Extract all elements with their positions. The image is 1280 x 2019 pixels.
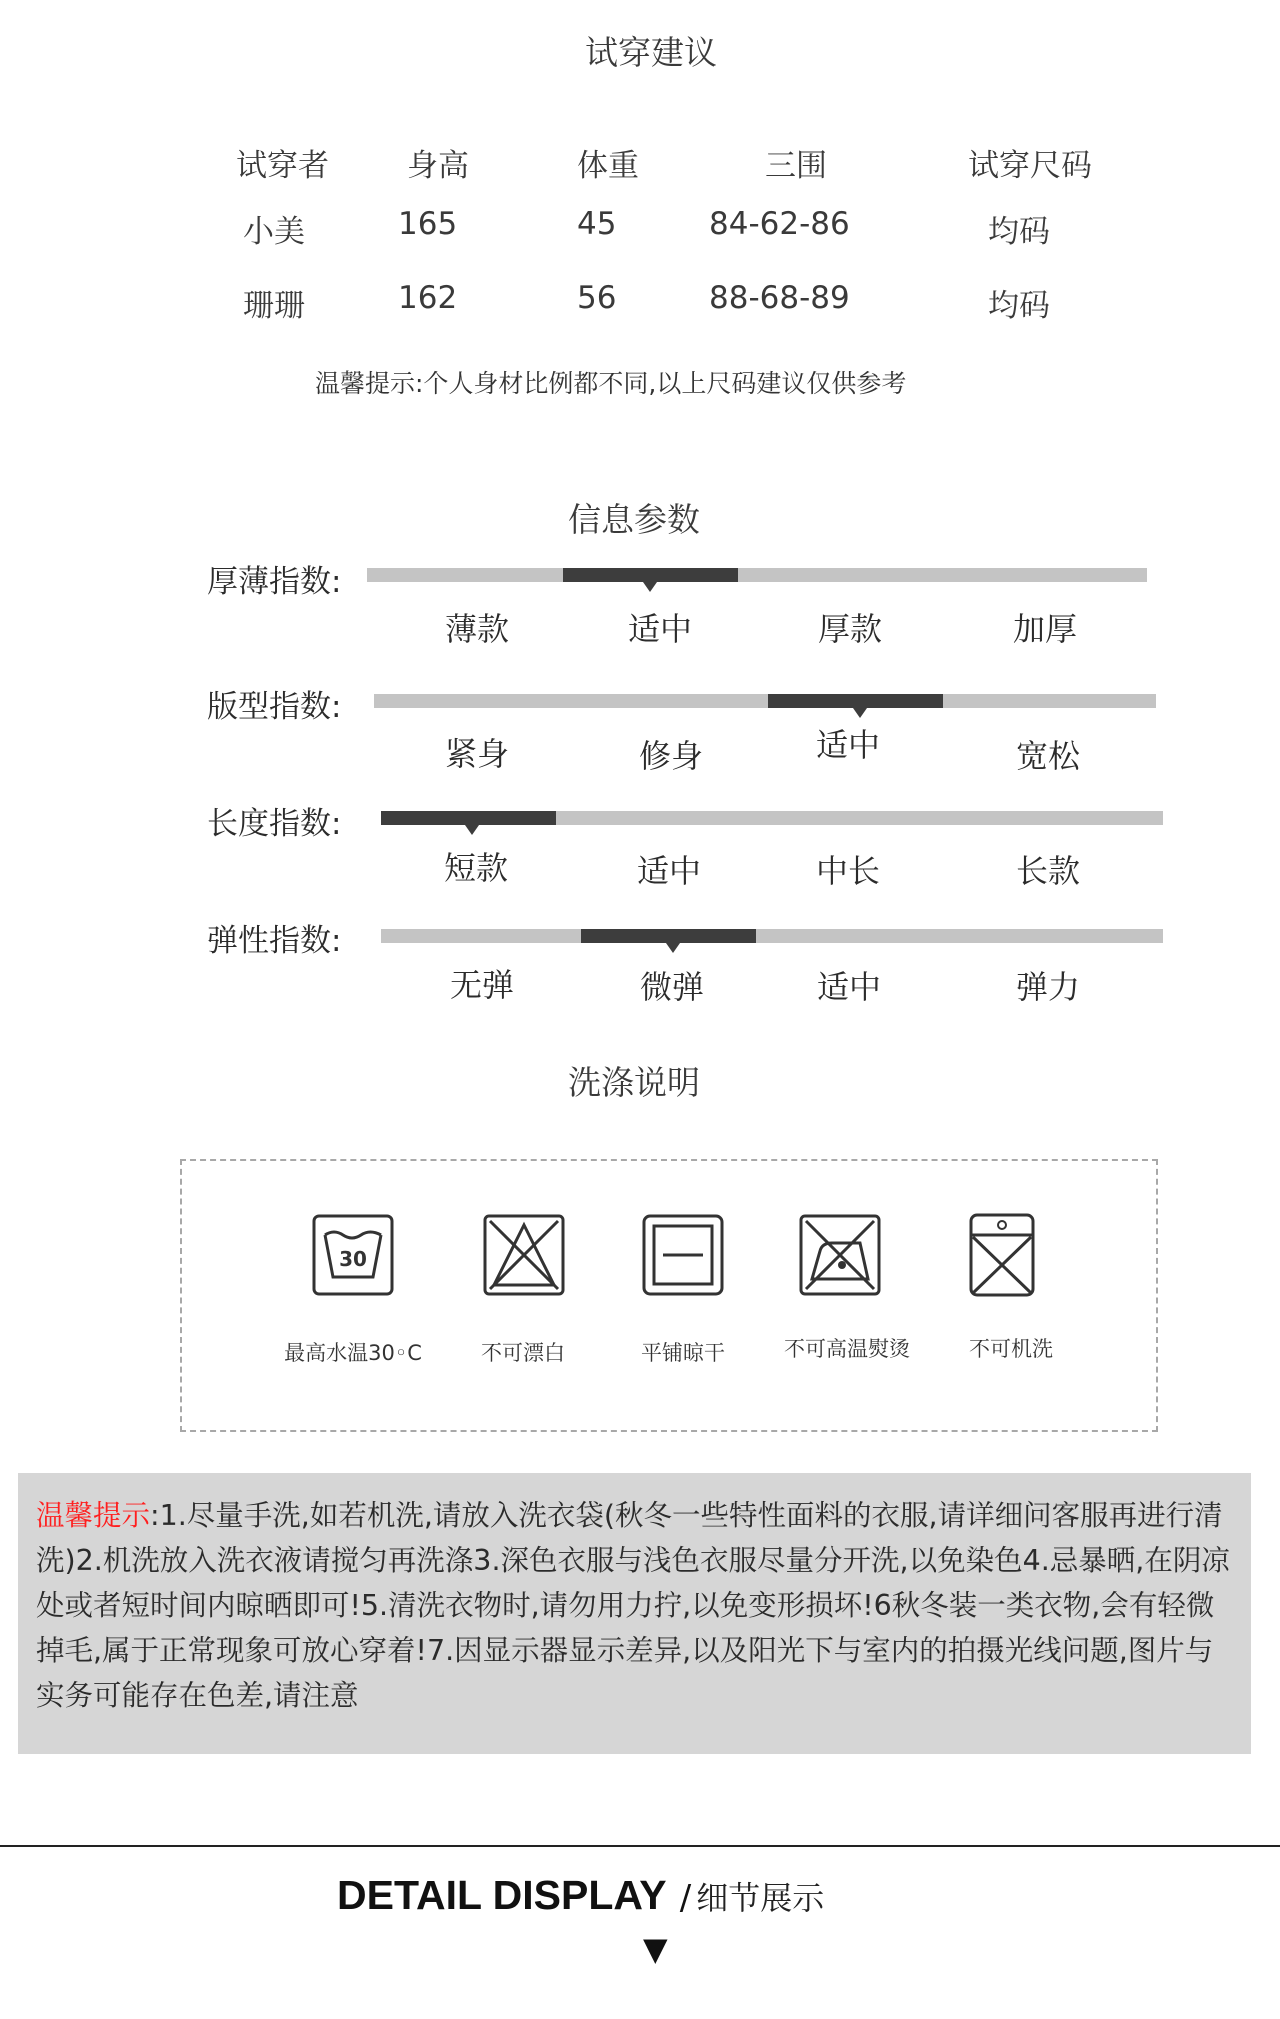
elasticity-option: 适中 — [816, 968, 881, 1006]
thickness-option: 适中 — [627, 610, 692, 648]
thickness-index-label: 厚薄指数: — [207, 564, 342, 600]
length-option: 长款 — [1015, 852, 1080, 890]
wash-section-title: 洗涤说明 — [568, 1063, 700, 1102]
length-option: 短款 — [443, 849, 508, 887]
fit-index-label: 版型指数: — [207, 689, 342, 725]
detail-heading-en: DETAIL DISPLAY — [337, 1872, 667, 1918]
down-arrow-icon: ▼ — [643, 1930, 668, 1968]
fit-track — [374, 694, 1156, 708]
fit-header-weight: 体重 — [577, 148, 639, 184]
fit-tip: 温馨提示:个人身材比例都不同,以上尺码建议仅供参考 — [315, 369, 907, 398]
fit-cell: 162 — [398, 280, 458, 316]
detail-heading-cn: 细节展示 — [696, 1879, 825, 1917]
elasticity-track — [381, 929, 1163, 943]
no-iron-icon — [798, 1213, 882, 1297]
fit-cell: 165 — [398, 206, 458, 242]
fit-cell: 小美 — [243, 214, 305, 250]
wash-temp-number: 30 — [339, 1247, 367, 1271]
length-selected-segment — [381, 811, 556, 825]
fit-section-title: 试穿建议 — [585, 33, 717, 72]
no-iron-caption: 不可高温熨烫 — [784, 1337, 910, 1361]
length-option: 中长 — [815, 852, 880, 890]
elasticity-index-label: 弹性指数: — [207, 923, 342, 959]
thickness-pointer — [643, 582, 657, 592]
thickness-option: 薄款 — [444, 610, 509, 648]
wash-icon-caption: 最高水温30◦C — [284, 1341, 422, 1365]
detail-heading-slash: / — [679, 1878, 692, 1918]
fit-cell: 45 — [577, 206, 617, 242]
elasticity-selected-segment — [581, 929, 756, 943]
wash-30-icon — [311, 1213, 395, 1297]
elasticity-option: 弹力 — [1015, 968, 1080, 1006]
elasticity-option: 微弹 — [639, 968, 704, 1006]
fit-header-size: 试穿尺码 — [968, 148, 1092, 184]
fit-cell: 珊珊 — [243, 288, 305, 324]
care-notice-box — [18, 1473, 1251, 1754]
elasticity-option: 无弹 — [449, 966, 514, 1004]
length-index-label: 长度指数: — [207, 806, 342, 842]
notice-body: :1.尽量手洗,如若机洗,请放入洗衣袋(秋冬一些特性面料的衣服,请详细问客服再进行清洗)2.机洗放入洗衣液请搅匀再洗涤3.深色衣服与浅色衣服尽量分开洗,以免染色4.忌暴晒,在阴凉处或者短时间内晾晒即可!5.清洗衣物时,请勿用力拧,以免变形损坏!6秋冬装一类衣物,会有轻微掉毛,属于正常现象可放心穿着!7.因显示器显示差异,以及阳光下与室内的拍摄光线问题,图片与实务可能存在色差,请注意 — [36, 1499, 1230, 1712]
thickness-option: 厚款 — [817, 610, 882, 648]
fit-cell: 56 — [577, 280, 617, 316]
no-bleach-caption: 不可漂白 — [481, 1341, 565, 1365]
fit-cell: 88-68-89 — [709, 280, 850, 316]
notice-label: 温馨提示 — [36, 1499, 151, 1532]
dry-flat-caption: 平铺晾干 — [641, 1341, 725, 1365]
thickness-track — [367, 568, 1147, 582]
fit-option: 适中 — [815, 726, 880, 764]
fit-option: 修身 — [638, 737, 703, 775]
no-machine-wash-icon — [967, 1211, 1037, 1299]
care-notice-text — [36, 1493, 1236, 1718]
fit-option: 宽松 — [1015, 737, 1080, 775]
info-section-title: 信息参数 — [568, 500, 700, 539]
length-pointer — [465, 825, 479, 835]
dry-flat-icon — [641, 1213, 725, 1297]
fit-header-measurements: 三围 — [765, 148, 827, 184]
elasticity-pointer — [666, 943, 680, 953]
no-bleach-icon — [482, 1213, 566, 1297]
fit-option: 紧身 — [444, 735, 509, 773]
length-option: 适中 — [636, 852, 701, 890]
fit-cell: 均码 — [988, 288, 1050, 324]
fit-header-height: 身高 — [407, 148, 469, 184]
thickness-option: 加厚 — [1012, 610, 1077, 648]
fit-selected-segment — [768, 694, 943, 708]
fit-pointer — [853, 708, 867, 718]
detail-heading — [337, 1872, 824, 1919]
fit-cell: 均码 — [988, 214, 1050, 250]
fit-header-tester: 试穿者 — [236, 148, 329, 184]
no-machine-wash-caption: 不可机洗 — [969, 1337, 1053, 1361]
divider-line — [0, 1845, 1280, 1847]
fit-cell: 84-62-86 — [709, 206, 850, 242]
thickness-selected-segment — [563, 568, 738, 582]
